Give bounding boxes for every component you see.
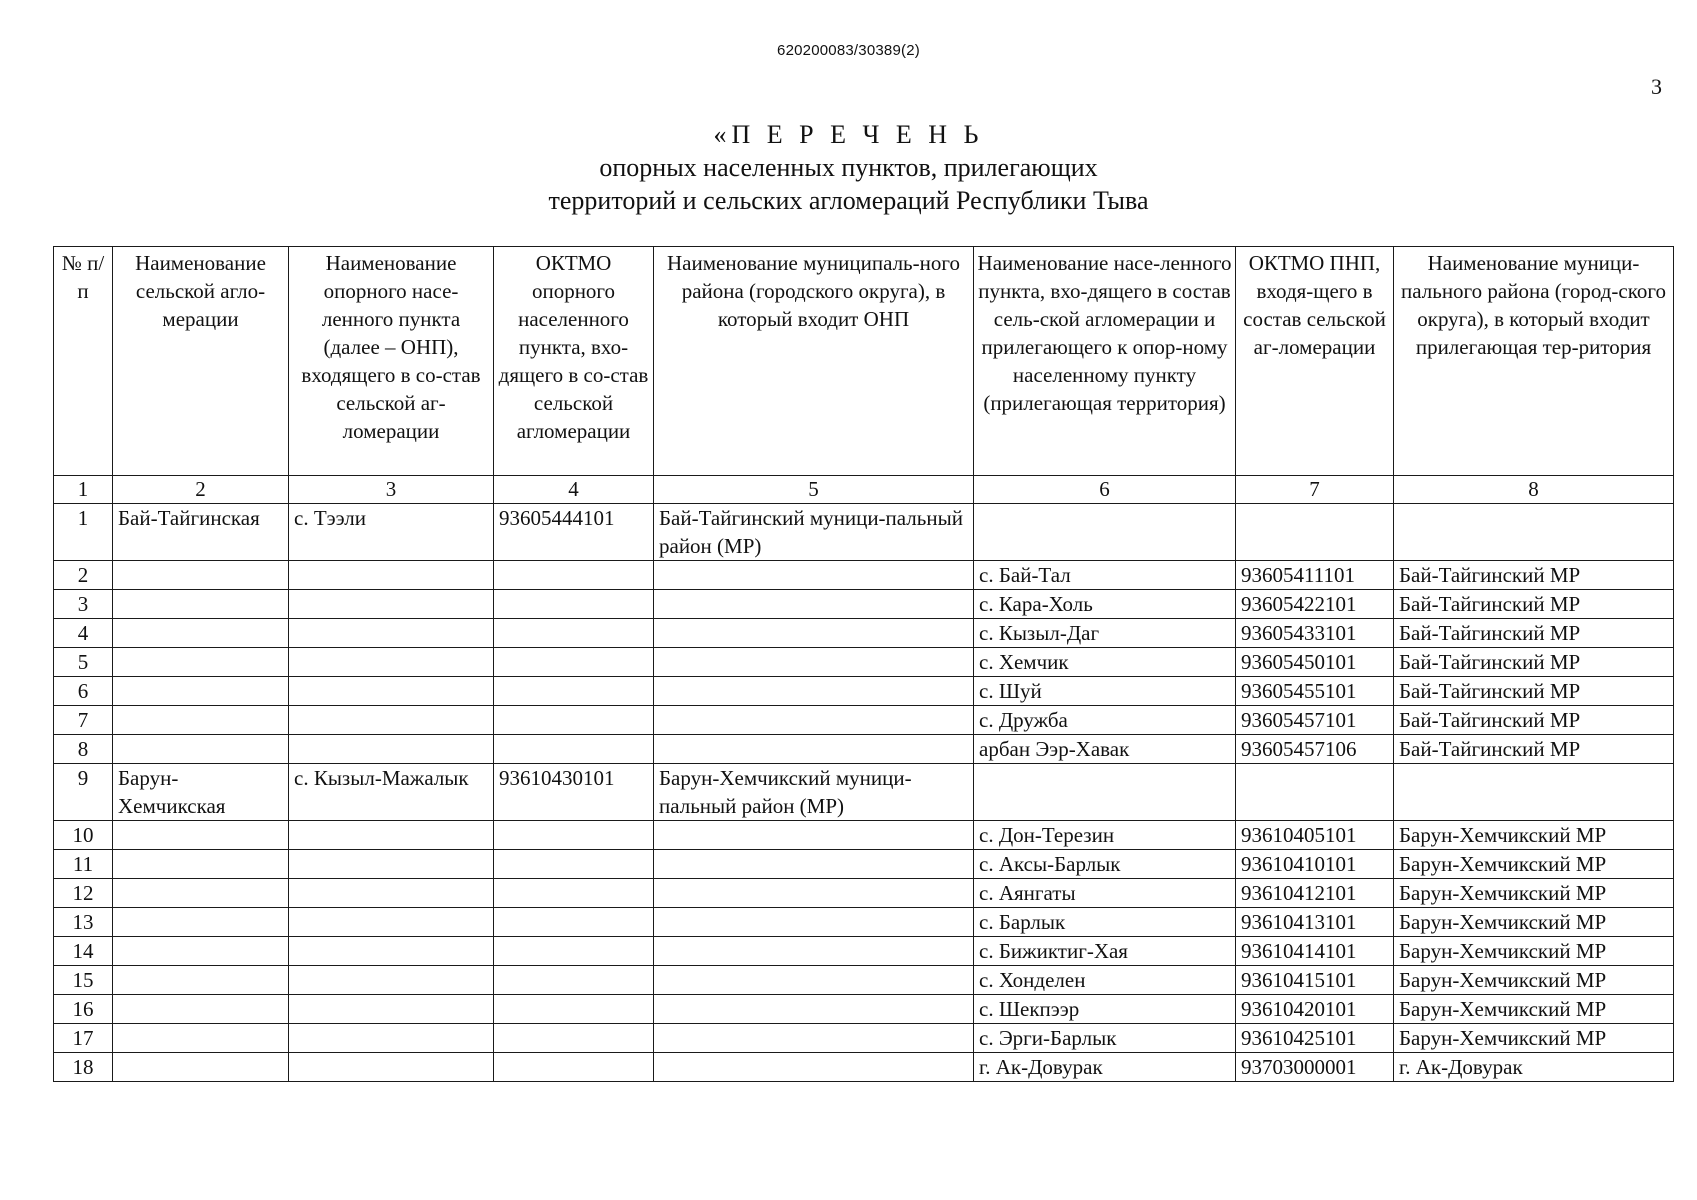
cell-pnp-oktmo: 93610413101 — [1236, 908, 1394, 937]
cell-onp-district — [654, 850, 974, 879]
cell-onp-district — [654, 908, 974, 937]
cell-pnp — [974, 504, 1236, 561]
table-row — [54, 908, 1674, 937]
cell-no: 16 — [54, 995, 113, 1024]
cell-onp-oktmo — [494, 821, 654, 850]
cell-pnp-oktmo: 93610415101 — [1236, 966, 1394, 995]
column-number: 7 — [1236, 476, 1394, 504]
cell-pnp-district: Барун-Хемчикский МР — [1394, 850, 1674, 879]
cell-pnp-oktmo: 93605457101 — [1236, 706, 1394, 735]
title-line-3: территорий и сельских агломераций Республики Тыва — [548, 186, 1149, 215]
cell-onp — [289, 821, 494, 850]
cell-pnp-district: Барун-Хемчикский МР — [1394, 879, 1674, 908]
cell-agglomeration — [113, 995, 289, 1024]
cell-onp-oktmo — [494, 937, 654, 966]
table-row — [54, 821, 1674, 850]
cell-pnp-district: Барун-Хемчикский МР — [1394, 908, 1674, 937]
cell-onp — [289, 1053, 494, 1082]
table-row — [54, 677, 1674, 706]
cell-onp-district — [654, 937, 974, 966]
cell-pnp-district: Барун-Хемчикский МР — [1394, 995, 1674, 1024]
cell-pnp-oktmo: 93605411101 — [1236, 561, 1394, 590]
cell-onp: с. Кызыл-Мажалык — [289, 764, 494, 821]
table-row — [54, 735, 1674, 764]
cell-onp — [289, 619, 494, 648]
cell-onp-district — [654, 648, 974, 677]
settlements-table — [53, 246, 1674, 1082]
cell-agglomeration — [113, 1024, 289, 1053]
cell-agglomeration — [113, 619, 289, 648]
table-row — [54, 850, 1674, 879]
header-onp: Наименование опорного насе-ленного пункта (далее – ОНП), входящего в со-став сельской аг-ломерации — [289, 247, 494, 476]
column-number: 6 — [974, 476, 1236, 504]
cell-no: 14 — [54, 937, 113, 966]
cell-pnp-district: Бай-Тайгинский МР — [1394, 590, 1674, 619]
cell-pnp: с. Кара-Холь — [974, 590, 1236, 619]
cell-pnp: с. Эрги-Барлык — [974, 1024, 1236, 1053]
cell-pnp: с. Дон-Терезин — [974, 821, 1236, 850]
cell-agglomeration — [113, 677, 289, 706]
cell-pnp: с. Кызыл-Даг — [974, 619, 1236, 648]
cell-pnp-oktmo: 93610410101 — [1236, 850, 1394, 879]
cell-pnp-oktmo: 93610405101 — [1236, 821, 1394, 850]
cell-pnp: с. Бай-Тал — [974, 561, 1236, 590]
cell-pnp-district: Бай-Тайгинский МР — [1394, 677, 1674, 706]
cell-no: 3 — [54, 590, 113, 619]
table-row — [54, 1053, 1674, 1082]
cell-onp-district — [654, 706, 974, 735]
cell-pnp-oktmo: 93605455101 — [1236, 677, 1394, 706]
table-row — [54, 619, 1674, 648]
cell-onp-oktmo — [494, 908, 654, 937]
column-number: 8 — [1394, 476, 1674, 504]
cell-pnp-district — [1394, 764, 1674, 821]
header-no: № п/п — [54, 247, 113, 476]
cell-onp-district — [654, 735, 974, 764]
cell-onp-district: Барун-Хемчикский муници-пальный район (МР) — [654, 764, 974, 821]
cell-agglomeration — [113, 561, 289, 590]
cell-onp-oktmo — [494, 619, 654, 648]
cell-agglomeration: Барун-Хемчикская — [113, 764, 289, 821]
cell-onp — [289, 1024, 494, 1053]
column-number: 4 — [494, 476, 654, 504]
cell-no: 7 — [54, 706, 113, 735]
cell-pnp-district: Барун-Хемчикский МР — [1394, 1024, 1674, 1053]
cell-no: 12 — [54, 879, 113, 908]
header-pnp-district: Наименование муници-пального района (город-ского округа), в который входит прилегающая тер-ритория — [1394, 247, 1674, 476]
table-header-row — [54, 247, 1674, 476]
header-pnp: Наименование насе-ленного пункта, вхо-дящего в состав сель-ской агломерации и прилегающего к опор-ному населенному пункту (прилегающая территория) — [974, 247, 1236, 476]
document-title — [0, 118, 1697, 217]
table-row — [54, 504, 1674, 561]
cell-onp-district — [654, 1024, 974, 1053]
cell-no: 17 — [54, 1024, 113, 1053]
cell-onp — [289, 995, 494, 1024]
page-number: 3 — [1651, 74, 1662, 99]
cell-onp-district — [654, 879, 974, 908]
cell-onp — [289, 879, 494, 908]
cell-pnp-district: Бай-Тайгинский МР — [1394, 706, 1674, 735]
cell-pnp-district: Бай-Тайгинский МР — [1394, 735, 1674, 764]
table-row — [54, 879, 1674, 908]
cell-pnp: с. Хемчик — [974, 648, 1236, 677]
cell-onp-district — [654, 1053, 974, 1082]
cell-onp — [289, 561, 494, 590]
cell-onp-oktmo: 93605444101 — [494, 504, 654, 561]
cell-onp-district — [654, 619, 974, 648]
column-number-row — [54, 476, 1674, 504]
document-id: 620200083/30389(2) — [777, 42, 920, 59]
title-line-2: опорных населенных пунктов, прилегающих — [599, 153, 1098, 182]
table-row — [54, 937, 1674, 966]
cell-pnp-district: Барун-Хемчикский МР — [1394, 937, 1674, 966]
cell-onp — [289, 937, 494, 966]
cell-pnp: с. Аянгаты — [974, 879, 1236, 908]
cell-pnp-oktmo: 93605422101 — [1236, 590, 1394, 619]
cell-onp-oktmo — [494, 590, 654, 619]
cell-agglomeration — [113, 937, 289, 966]
table-row — [54, 561, 1674, 590]
cell-agglomeration — [113, 850, 289, 879]
cell-no: 18 — [54, 1053, 113, 1082]
cell-no: 4 — [54, 619, 113, 648]
cell-agglomeration: Бай-Тайгинская — [113, 504, 289, 561]
cell-no: 1 — [54, 504, 113, 561]
table-row — [54, 706, 1674, 735]
cell-pnp: с. Шуй — [974, 677, 1236, 706]
header-onp-district: Наименование муниципаль-ного района (городского округа), в который входит ОНП — [654, 247, 974, 476]
cell-onp-oktmo — [494, 735, 654, 764]
cell-no: 11 — [54, 850, 113, 879]
cell-onp-district — [654, 590, 974, 619]
cell-pnp-oktmo: 93610425101 — [1236, 1024, 1394, 1053]
cell-no: 6 — [54, 677, 113, 706]
cell-pnp-district — [1394, 504, 1674, 561]
cell-no: 8 — [54, 735, 113, 764]
column-number: 3 — [289, 476, 494, 504]
cell-pnp: с. Аксы-Барлык — [974, 850, 1236, 879]
cell-pnp-district: Барун-Хемчикский МР — [1394, 966, 1674, 995]
cell-onp-oktmo — [494, 561, 654, 590]
cell-pnp-oktmo: 93610420101 — [1236, 995, 1394, 1024]
cell-pnp: арбан Ээр-Хавак — [974, 735, 1236, 764]
header-onp-oktmo: ОКТМО опорного населенного пункта, вхо-дящего в со-став сельской агломерации — [494, 247, 654, 476]
cell-onp-oktmo — [494, 966, 654, 995]
cell-agglomeration — [113, 821, 289, 850]
cell-pnp-oktmo: 93605457106 — [1236, 735, 1394, 764]
cell-agglomeration — [113, 735, 289, 764]
cell-onp — [289, 908, 494, 937]
table-row — [54, 995, 1674, 1024]
cell-onp-district — [654, 821, 974, 850]
cell-onp — [289, 850, 494, 879]
cell-onp — [289, 966, 494, 995]
cell-pnp: г. Ак-Довурак — [974, 1053, 1236, 1082]
cell-no: 15 — [54, 966, 113, 995]
cell-pnp — [974, 764, 1236, 821]
header-agglomeration: Наименование сельской агло-мерации — [113, 247, 289, 476]
cell-onp — [289, 590, 494, 619]
column-number: 2 — [113, 476, 289, 504]
cell-agglomeration — [113, 908, 289, 937]
cell-agglomeration — [113, 590, 289, 619]
cell-onp-oktmo — [494, 677, 654, 706]
cell-no: 9 — [54, 764, 113, 821]
table-row — [54, 648, 1674, 677]
column-number: 5 — [654, 476, 974, 504]
cell-onp-oktmo — [494, 995, 654, 1024]
cell-agglomeration — [113, 648, 289, 677]
cell-onp-oktmo — [494, 879, 654, 908]
cell-pnp-oktmo: 93610412101 — [1236, 879, 1394, 908]
cell-onp — [289, 735, 494, 764]
cell-pnp-oktmo — [1236, 764, 1394, 821]
cell-agglomeration — [113, 879, 289, 908]
cell-onp-oktmo — [494, 706, 654, 735]
cell-onp — [289, 677, 494, 706]
cell-pnp-district: г. Ак-Довурак — [1394, 1053, 1674, 1082]
cell-pnp-oktmo: 93605450101 — [1236, 648, 1394, 677]
cell-onp-oktmo — [494, 1024, 654, 1053]
cell-no: 13 — [54, 908, 113, 937]
title-main: «П Е Р Е Ч Е Н Ь — [713, 120, 984, 149]
cell-agglomeration — [113, 1053, 289, 1082]
cell-onp-district — [654, 677, 974, 706]
cell-pnp-oktmo: 93610414101 — [1236, 937, 1394, 966]
cell-pnp-oktmo: 93703000001 — [1236, 1053, 1394, 1082]
cell-onp-oktmo — [494, 648, 654, 677]
cell-pnp: с. Барлык — [974, 908, 1236, 937]
cell-no: 2 — [54, 561, 113, 590]
header-pnp-oktmo: ОКТМО ПНП, входя-щего в состав сельской аг-ломерации — [1236, 247, 1394, 476]
cell-pnp-district: Бай-Тайгинский МР — [1394, 648, 1674, 677]
cell-onp-district — [654, 995, 974, 1024]
table-row — [54, 590, 1674, 619]
cell-onp-district — [654, 966, 974, 995]
cell-onp-district — [654, 561, 974, 590]
cell-pnp: с. Шекпээр — [974, 995, 1236, 1024]
cell-no: 10 — [54, 821, 113, 850]
cell-pnp-oktmo: 93605433101 — [1236, 619, 1394, 648]
cell-onp-oktmo — [494, 850, 654, 879]
cell-pnp-oktmo — [1236, 504, 1394, 561]
cell-pnp-district: Бай-Тайгинский МР — [1394, 561, 1674, 590]
cell-pnp-district: Бай-Тайгинский МР — [1394, 619, 1674, 648]
cell-pnp: с. Бижиктиг-Хая — [974, 937, 1236, 966]
cell-onp — [289, 706, 494, 735]
cell-agglomeration — [113, 706, 289, 735]
cell-onp-oktmo: 93610430101 — [494, 764, 654, 821]
cell-pnp: с. Дружба — [974, 706, 1236, 735]
column-number: 1 — [54, 476, 113, 504]
table-row — [54, 764, 1674, 821]
cell-onp — [289, 648, 494, 677]
cell-no: 5 — [54, 648, 113, 677]
cell-pnp-district: Барун-Хемчикский МР — [1394, 821, 1674, 850]
table-row — [54, 1024, 1674, 1053]
cell-onp: с. Тээли — [289, 504, 494, 561]
cell-onp-oktmo — [494, 1053, 654, 1082]
cell-onp-district: Бай-Тайгинский муници-пальный район (МР) — [654, 504, 974, 561]
cell-agglomeration — [113, 966, 289, 995]
cell-pnp: с. Хонделен — [974, 966, 1236, 995]
table-row — [54, 966, 1674, 995]
